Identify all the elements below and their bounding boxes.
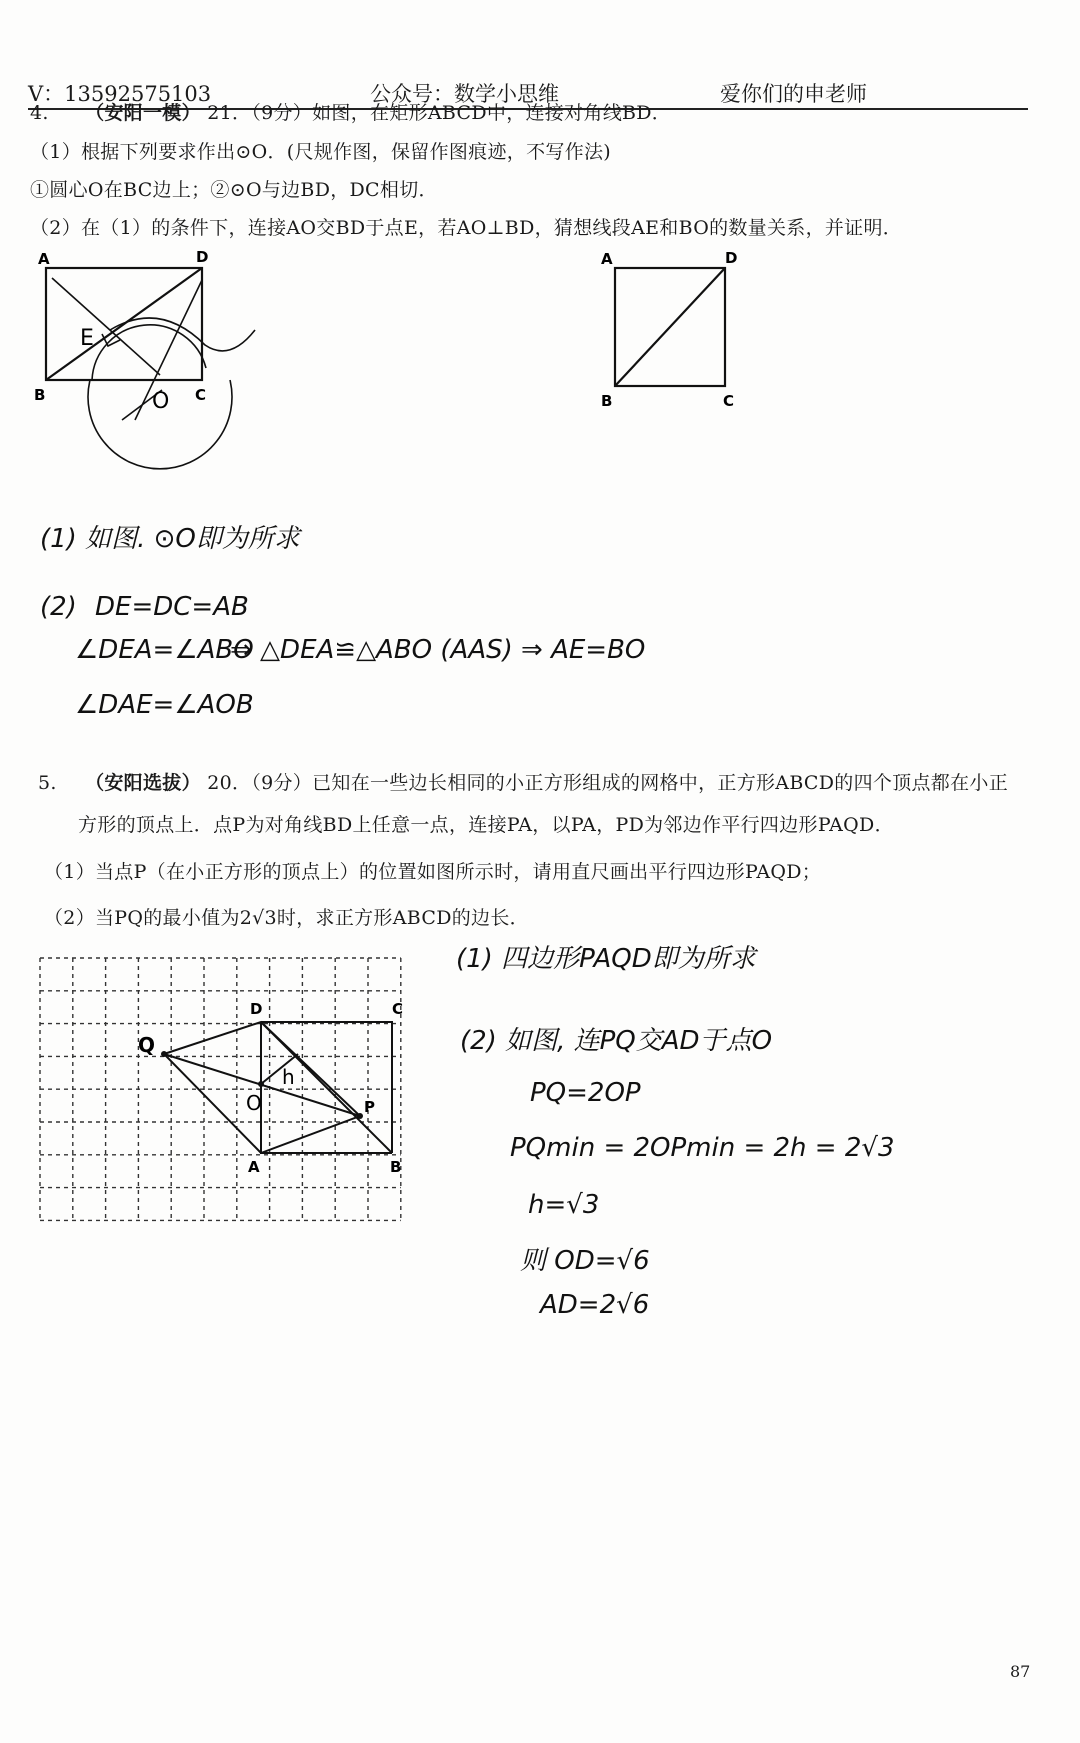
diagonal-bd-clean <box>615 268 725 386</box>
fig-left-label-c: C <box>195 386 207 404</box>
problem5-source: （安阳选拔） <box>85 772 201 794</box>
problem5-answer2-line2: PQmin = 2OPmin = 2h = 2√3 <box>510 1133 895 1163</box>
fig-left-label-b: B <box>34 386 46 404</box>
grid-label-d: D <box>250 1000 263 1018</box>
grid-label-p: P <box>364 1098 375 1116</box>
fig-right-label-c: C <box>723 392 735 410</box>
problem4-answer1: (1) 如图. ⊙O即为所求 <box>40 524 300 554</box>
grid-label-h: h <box>282 1065 295 1089</box>
grid-label-a: A <box>248 1158 260 1176</box>
problem5-answer2-line4: 则 OD=√6 <box>520 1246 650 1276</box>
grid-label-o: O <box>246 1091 262 1115</box>
grid-label-b: B <box>390 1158 402 1176</box>
problem4-title <box>30 98 671 125</box>
grid-label-q: Q <box>138 1033 156 1057</box>
problem5-answer2-line5: AD=2√6 <box>540 1290 650 1320</box>
point-q <box>161 1051 167 1057</box>
fig-left-label-d: D <box>196 250 209 266</box>
point-p <box>357 1113 363 1119</box>
problem4-part1: （1）根据下列要求作出⊙O．(尺规作图，保留作图痕迹，不写作法) <box>30 141 612 163</box>
problem5-part2: （2）当PQ的最小值为2√3时，求正方形ABCD的边长． <box>44 907 529 929</box>
header-account: 公众号：数学小思维 <box>370 82 559 106</box>
grid-label-c: C <box>392 1000 404 1018</box>
problem4-answer2-line3: ∠DAE=∠AOB <box>75 690 254 720</box>
problem4-figure-right <box>595 250 745 410</box>
problem4-number: 4. <box>30 102 49 124</box>
problem5-answer1: (1) 四边形PAQD即为所求 <box>456 944 756 974</box>
fig-left-label-e: E <box>80 326 94 351</box>
point-o <box>258 1081 264 1087</box>
fig-right-label-d: D <box>725 250 738 267</box>
problem5-title <box>38 768 1008 795</box>
problem4-answer2-label: (2) <box>40 592 77 622</box>
circle-o-arc <box>92 325 206 380</box>
page-number: 87 <box>1010 1662 1031 1681</box>
problem4-intro: 21．（9分）如图，在矩形ABCD中，连接对角线BD． <box>207 102 672 124</box>
fig-right-label-b: B <box>601 392 613 410</box>
problem5-grid-figure <box>38 950 430 1240</box>
problem4-answer2-line2a: ∠DEA=∠ABO <box>75 635 254 665</box>
line-ao <box>52 278 160 375</box>
problem5-intro-line1: 20．（9分）已知在一些边长相同的小正方形组成的网格中，正方形ABCD的四个顶点都在小正 <box>207 772 1009 794</box>
diagonal-bd <box>46 268 202 380</box>
problem5-part1: （1）当点P（在小正方形的顶点上）的位置如图所示时，请用直尺画出平行四边形PAQD； <box>44 861 822 883</box>
problem5-answer2-line0: (2) 如图, 连PQ交AD于点O <box>460 1026 773 1056</box>
problem4-answer2-line2b: ⇒ △DEA≌△ABO (AAS) ⇒ AE=BO <box>230 635 646 665</box>
problem5-number: 5. <box>38 772 57 794</box>
problem4-answer2-line1: DE=DC=AB <box>95 592 249 622</box>
problem4-part2: （2）在（1）的条件下，连接AO交BD于点E，若AO⊥BD，猜想线段AE和BO的数量关系，并证明． <box>30 217 903 239</box>
header-teacher: 爱你们的申老师 <box>720 82 867 106</box>
fig-left-label-a: A <box>38 250 50 268</box>
problem5-answer2-line3: h=√3 <box>528 1190 600 1220</box>
header-contact: V：13592575103 <box>28 82 212 106</box>
fig-left-label-o: O <box>152 389 170 414</box>
problem4-source: （安阳一模） <box>85 102 201 124</box>
problem4-conditions: ①圆心O在BC边上；②⊙O与边BD，DC相切． <box>30 179 438 201</box>
problem5-answer2-line1: PQ=2OP <box>530 1078 641 1108</box>
problem4-figure-left <box>30 250 280 490</box>
problem5-intro-line2: 方形的顶点上．点P为对角线BD上任意一点，连接PA，以PA，PD为邻边作平行四边形PAQD． <box>78 814 894 836</box>
fig-right-label-a: A <box>601 250 613 268</box>
dashed-grid <box>40 958 404 1220</box>
